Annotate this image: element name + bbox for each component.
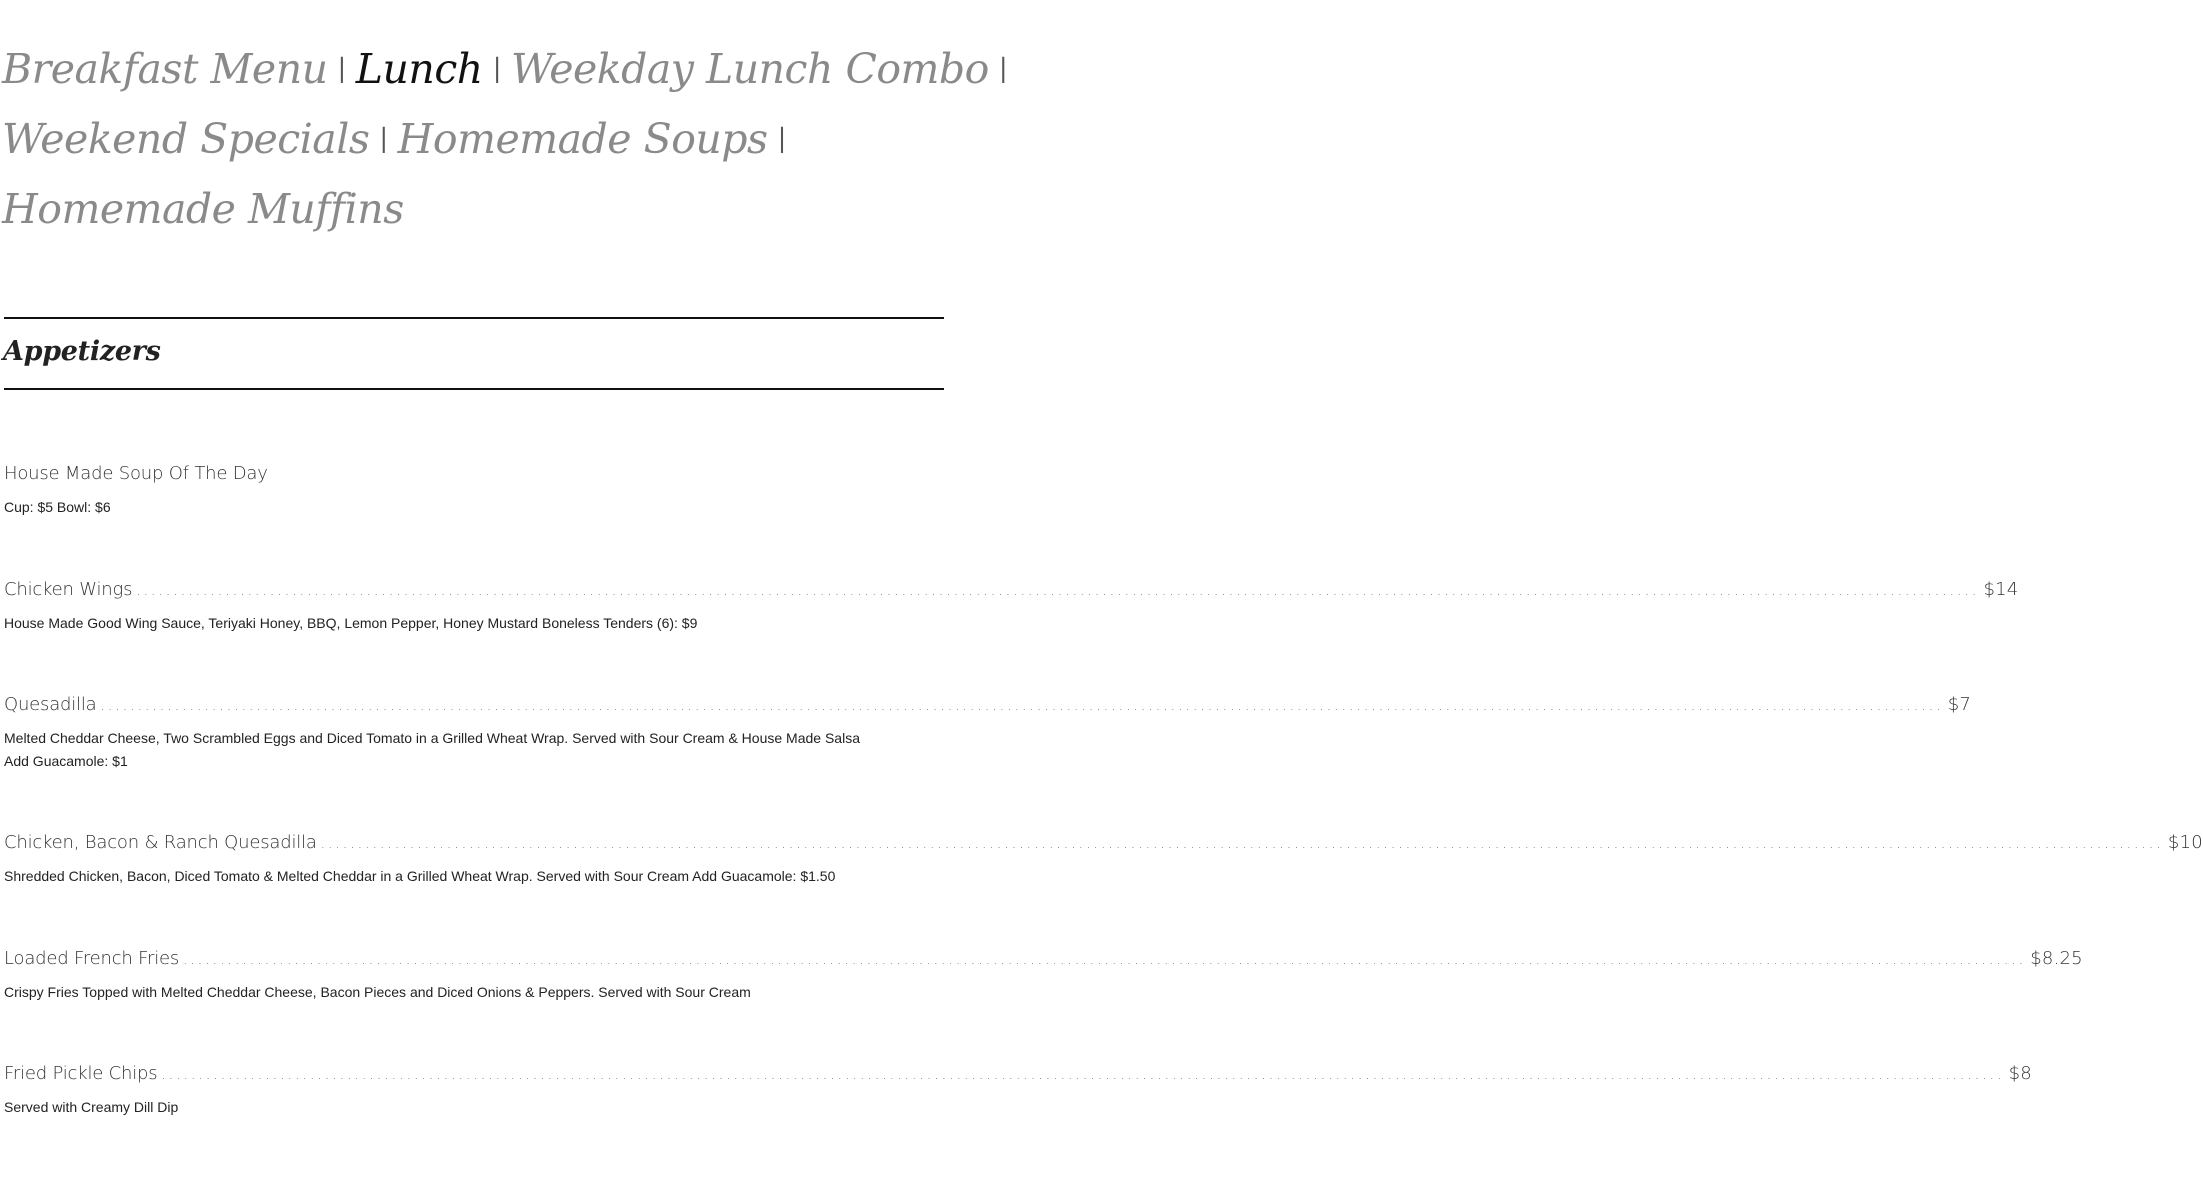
menu-item-header [4,945,2083,973]
menu-item [4,829,2203,888]
menu-item-header [4,576,2019,604]
section-bottom-divider [4,388,944,390]
nav-link-weekday-lunch-combo[interactable]: Weekday Lunch Combo [510,45,989,93]
menu-item [4,691,1972,773]
menu-item [4,1060,2032,1119]
menu-item-header [4,460,944,488]
menu-item-header [4,691,1972,719]
section-top-divider [4,317,944,319]
section-title: Appetizers [3,336,161,367]
menu-item-name: Fried Pickle Chips [4,1063,158,1084]
nav-link-breakfast-menu[interactable]: Breakfast Menu [2,45,328,93]
menu-item-description: House Made Good Wing Sauce, Teriyaki Honey, BBQ, Lemon Pepper, Honey Mustard Boneless Tenders (6): $9 [4,615,698,631]
menu-item-name: Chicken, Bacon & Ranch Quesadilla [4,832,317,853]
nav-link-homemade-muffins[interactable]: Homemade Muffins [2,185,404,233]
nav-separator: | [777,124,786,154]
menu-item-price: $10 [2167,832,2203,853]
menu-item-description: Crispy Fries Topped with Melted Cheddar Cheese, Bacon Pieces and Diced Onions & Peppers. Served with Sour Cream [4,984,751,1000]
menu-item-header [4,829,2203,857]
menu-category-nav [2,34,1008,244]
nav-separator: | [379,124,388,154]
menu-item-name: Loaded French Fries [4,948,180,969]
menu-item [4,576,2019,635]
nav-link-weekend-specials[interactable]: Weekend Specials [2,115,370,163]
menu-item [4,460,944,519]
nav-link-lunch[interactable]: Lunch [355,45,483,93]
menu-item-description: Melted Cheddar Cheese, Two Scrambled Eggs and Diced Tomato in a Grilled Wheat Wrap. Served with Sour Cream & House Made Salsa Add Guacamole: $1 [4,730,860,769]
menu-item-header [4,1060,2032,1088]
menu-item [4,945,2083,1004]
menu-item-price: $14 [1983,579,2019,600]
dot-leader [101,693,1944,721]
nav-line-2 [2,104,942,174]
dot-leader [136,578,1979,606]
menu-item-name: House Made Soup Of The Day [4,463,268,484]
nav-link-homemade-soups[interactable]: Homemade Soups [397,115,768,163]
menu-item-description: Served with Creamy Dill Dip [4,1099,179,1115]
nav-line-1 [2,34,1008,104]
menu-item-description: Cup: $5 Bowl: $6 [4,499,111,515]
dot-leader [183,947,2026,975]
menu-item-name: Quesadilla [4,694,97,715]
menu-item-description: Shredded Chicken, Bacon, Diced Tomato & Melted Cheddar in a Grilled Wheat Wrap. Served with Sour Cream Add Guacamole: $1.50 [4,868,836,884]
nav-separator: | [337,54,346,84]
nav-separator: | [492,54,501,84]
nav-line-3 [2,174,942,244]
menu-item-price: $7 [1947,694,1972,715]
dot-leader [161,1062,2004,1090]
dot-leader [321,831,2164,859]
menu-item-name: Chicken Wings [4,579,133,600]
nav-separator: | [998,54,1008,84]
menu-item-price: $8 [2008,1063,2032,1084]
menu-item-price: $8.25 [2030,948,2083,969]
